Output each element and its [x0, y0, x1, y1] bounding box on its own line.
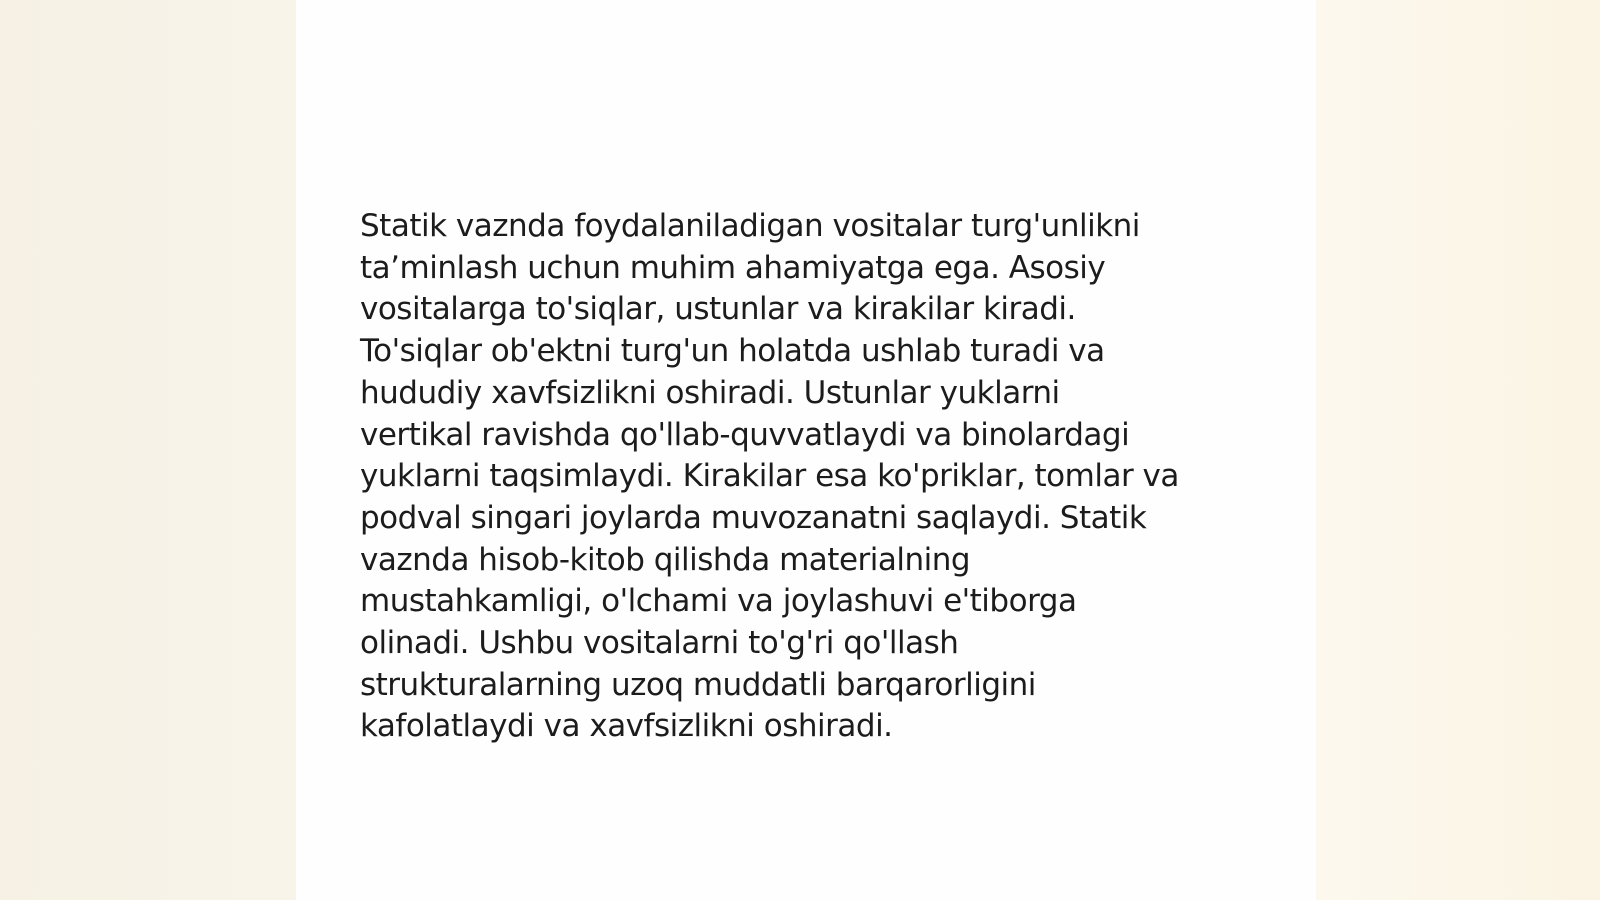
body-paragraph: Statik vaznda foydalaniladigan vositalar turg'unlikni ta’minlash uchun muhim ahamiyatga ega. Asosiy vositalarga to'siqlar, ustunlar va kirakilar kiradi. To'siqlar ob'ektni turg'un holatda ushlab turadi va hududiy xavfsizlikni oshiradi. Ustunlar yuklarni vertikal ravishda qo'llab-quvvatlaydi va binolardagi yuklarni taqsimlaydi. Kirakilar esa ko'priklar, tomlar va podval singari joylarda muvozanatni saqlaydi. Statik vaznda hisob-kitob qilishda materialning mustahkamligi, o'lchami va joylashuvi e'tiborga olinadi. Ushbu vositalarni to'g'ri qo'llash strukturalarning uzoq muddatli barqarorligini kafolatlaydi va xavfsizlikni oshiradi. [360, 208, 1179, 745]
left-margin-background [0, 0, 296, 900]
document-page [296, 0, 1316, 900]
right-margin-background [1316, 0, 1600, 900]
